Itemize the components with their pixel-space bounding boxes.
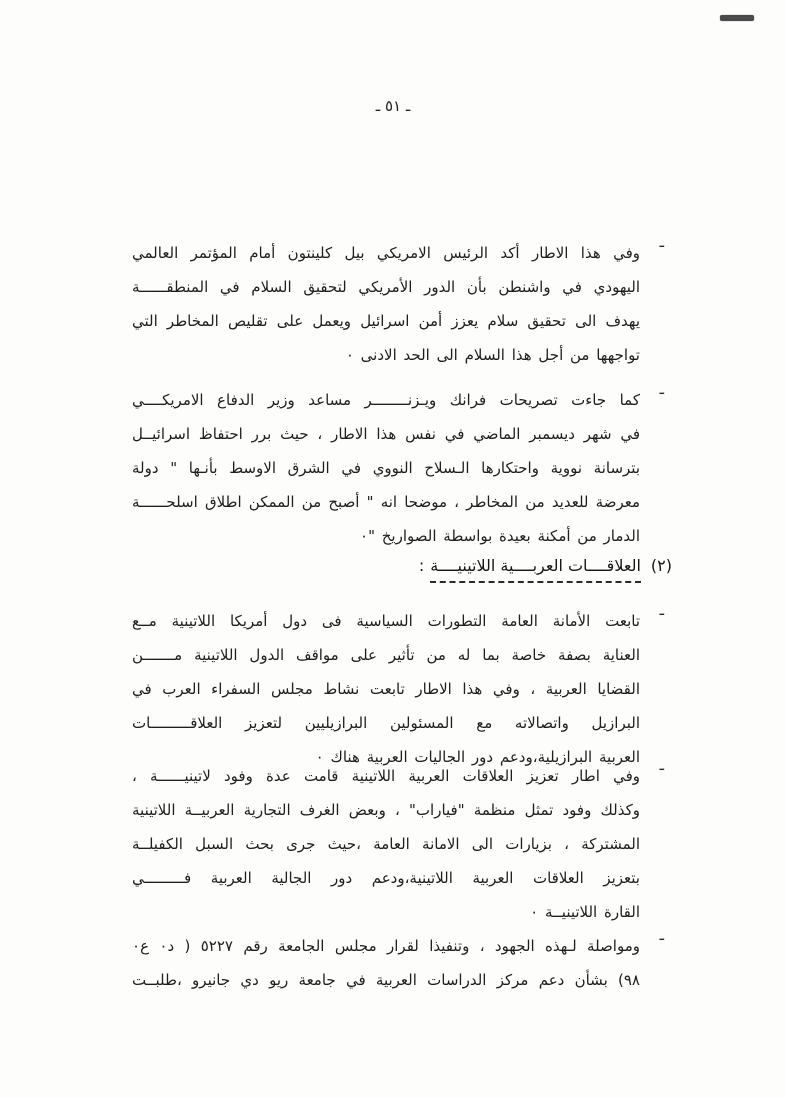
paragraph-line: المشتركة ، بزيارات الى الامانة العامة ،حيث جرى بحث السبل الكفيلــة bbox=[132, 835, 640, 853]
paragraph bbox=[132, 601, 664, 774]
paragraph-lines bbox=[132, 604, 640, 774]
section-title: العلاقــــات العربــــية اللاتينيــــة bbox=[430, 556, 641, 583]
bullet-dash: ـ bbox=[659, 926, 664, 944]
bullet-dash: ـ bbox=[659, 756, 664, 774]
paragraph-line: تواجهها من أجل هذا السلام الى الحد الادنى ٠ bbox=[345, 346, 640, 364]
paragraph-line: وكذلك وفود تمثل منظمة "فياراب" ، وبعض الغرف التجارية العربيــة اللاتينية bbox=[132, 801, 640, 819]
paragraph-line: العربية البرازيلية،ودعم دور الجاليات العربية هناك ٠ bbox=[315, 748, 640, 766]
paragraph-line: وفي اطار تعزيز العلاقات العربية اللاتينية قامت عدة وفود لاتينيــــــة ، bbox=[132, 767, 640, 785]
paragraph-line: يهدف الى تحقيق سلام يعزز أمن اسرائيل ويعمل على تقليص المخاطر التي bbox=[132, 312, 640, 330]
paragraph-line: ٩٨) بشأن دعم مركز الدراسات العربية في جامعة ريو دي جانيرو ،طلبــت bbox=[132, 971, 640, 989]
paragraph bbox=[132, 380, 664, 553]
section-colon: : bbox=[418, 556, 425, 575]
paragraph-lines bbox=[132, 929, 640, 997]
bullet-dash: ـ bbox=[659, 380, 664, 398]
paragraph-line: القارة اللاتينيــة ٠ bbox=[530, 903, 640, 921]
paragraph-line: معرضة للعديد من المخاطر ، موضحا انه " أصبح من الممكن اطلاق اسلحــــــة bbox=[132, 493, 640, 511]
paragraph-line: في شهر ديسمبر الماضي في نفس هذا الاطار ، حيث برر احتفاظ اسرائيــل bbox=[132, 425, 640, 443]
paragraph-line: البرازيل واتصالاته مع المسئولين البرازيليين لتعزيز العلاقـــــــــات bbox=[132, 714, 640, 732]
paragraph bbox=[132, 233, 664, 372]
paragraph-lines bbox=[132, 236, 640, 372]
paragraph-lines bbox=[132, 759, 640, 929]
paragraph bbox=[132, 926, 664, 997]
paragraph-line: بترسانة نووية واحتكارها الـسلاح النووي في الشرق الاوسط بأنـها " دولة bbox=[132, 459, 640, 477]
paragraph-line: العناية بصفة خاصة بما له من تأثير على مواقف الدول اللاتينية مـــــــن bbox=[132, 646, 640, 664]
paragraph-line: كما جاءت تصريحات فرانك ويـزنــــــــر مساعد وزير الدفاع الامريكــــي bbox=[132, 391, 640, 409]
paragraph-line: الدمار من أمكنة بعيدة بواسطة الصواريخ "٠ bbox=[360, 527, 640, 545]
paragraph-line: وفي هذا الاطار أكد الرئيس الامريكي بيل كلينتون أمام المؤتمر العالمي bbox=[132, 244, 640, 262]
section-heading bbox=[419, 556, 672, 583]
paragraph-line: تابعت الأمانة العامة التطورات السياسية فى دول أمريكا اللاتينية مــع bbox=[132, 612, 640, 630]
paragraph-line: ومواصلة لـهذه الجهود ، وتنفيذا لقرار مجلس الجامعة رقم ٥٢٢٧ ( د٠ ع٠ bbox=[132, 937, 640, 955]
paragraph-line: بتعزيز العلاقات العربية اللاتينية،ودعم دور الجالية العربية فـــــــــي bbox=[132, 869, 640, 887]
paragraph-line: القضايا العربية ، وفي هذا الاطار تابعت نشاط مجلس السفراء العرب في bbox=[132, 680, 640, 698]
page-number: ـ ٥١ ـ bbox=[375, 97, 411, 115]
bullet-dash: ـ bbox=[659, 601, 664, 619]
paragraph-lines bbox=[132, 383, 640, 553]
paragraph-line: اليهودي في واشنطن بأن الدور الأمريكي لتحقيق السلام في المنطقــــــة bbox=[132, 278, 640, 296]
section-number: (٢) bbox=[650, 556, 672, 575]
bullet-dash: ـ bbox=[659, 233, 664, 251]
